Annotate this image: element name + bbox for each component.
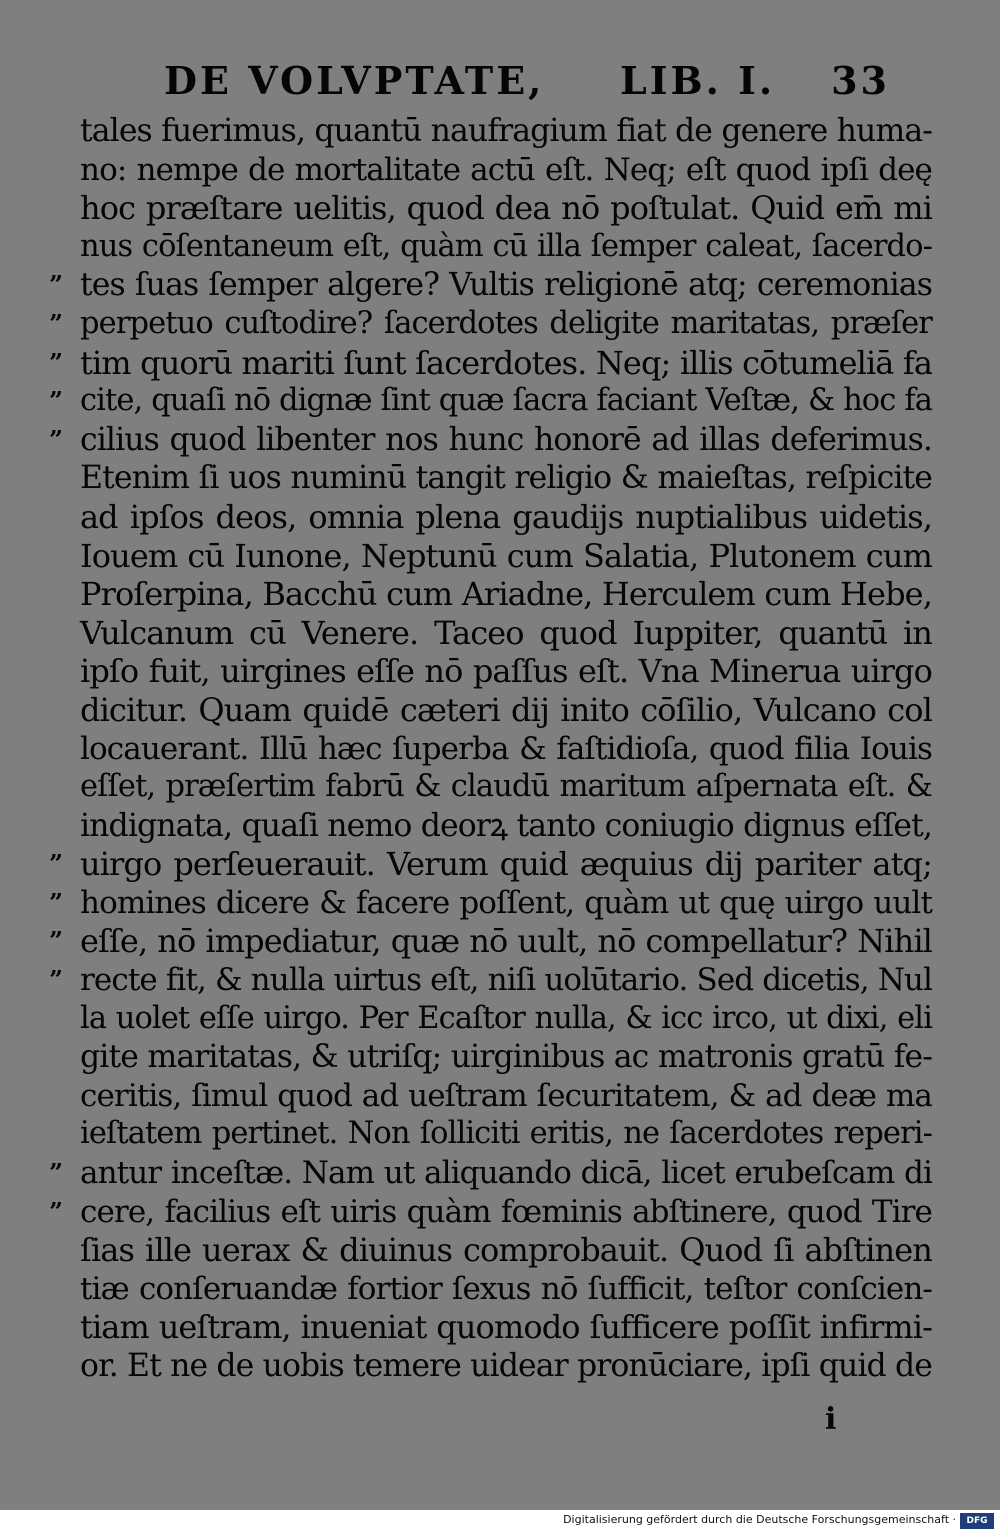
margin-mark: [36, 730, 76, 769]
text-line: tim quorū mariti ſunt ſacerdotes. Neq; illis cōtumeliā fa: [80, 343, 932, 382]
margin-mark: ”: [49, 887, 63, 917]
text-line: la uolet eſſe uirgo. Per Ecaſtor nulla, & icc irco, ut dixi, eli: [80, 1000, 932, 1036]
text-line: ceritis, ſimul quod ad ueſtram ſecuritatem, & ad deæ ma: [80, 1077, 932, 1114]
text-line: dicitur. Quam quidē cæteri dij inito cōſilio, Vulcano col: [80, 690, 932, 729]
text-line: Iouem cū Iunone, Neptunū cum Salatia, Plutonem cum: [80, 536, 932, 575]
text-line: ipſo fuit, uirgines eſſe nō paſſus eſt. Vna Minerua uirgo: [80, 652, 932, 691]
folio-number: 33: [831, 58, 890, 103]
text-line: eſſe, nō impediatur, quæ nō uult, nō compellatur? Nihil: [80, 922, 932, 961]
text-line: antur inceſtæ. Nam ut aliquando dicā, licet erubeſcam di: [80, 1155, 932, 1192]
text-line: ieſtatem pertinet. Non ſolliciti eritis, ne ſacerdotes reperi-: [80, 1116, 932, 1152]
text-line: indignata, quaſi nemo deorꝝ tanto coniugio dignus eſſet,: [80, 807, 932, 844]
funding-credit: Digitalisierung gefördert durch die Deutsche Forschungsgemeinschaft ·: [563, 1513, 956, 1526]
margin-mark: [36, 189, 76, 228]
running-head-title: DE VOLVPTATE,: [164, 58, 545, 103]
margin-mark: [36, 112, 76, 151]
dfg-logo: DFG: [960, 1513, 994, 1529]
text-line: no: nempe de mortalitate actū eſt. Neq; eſt quod ipſi deę: [80, 151, 932, 188]
margin-mark: [36, 1270, 76, 1309]
margin-mark: ”: [49, 424, 63, 454]
text-line: tales fuerimus, quantū naufragium fiat de genere huma-: [80, 113, 932, 149]
text-line: homines dicere & facere poſſent, quàm ut quę uirgo uult: [80, 884, 932, 921]
margin-mark: [36, 691, 76, 730]
text-line: tiam ueſtram, inueniat quomodo ſufficere poſſit infirmi-: [80, 1308, 932, 1347]
text-line: hoc præſtare uelitis, quod dea nō poſtulat. Quid em̄ mi: [80, 189, 932, 228]
running-head: [150, 58, 890, 108]
margin-mark: [36, 614, 76, 653]
margin-mark: ”: [49, 386, 63, 416]
text-line: uirgo perſeuerauit. Verum quid æquius dij pariter atq;: [80, 845, 932, 884]
text-line: perpetuo cuſtodire? ſacerdotes deligite maritatas, præſer: [80, 305, 932, 341]
body-text: [80, 112, 932, 1386]
margin-mark: ”: [49, 1196, 63, 1226]
text-line: cere, facilius eſt uiris quàm fœminis abſtinere, quod Tire: [80, 1193, 932, 1230]
text-line: Etenim ſi uos numinū tangit religio & maieſtas, reſpicite: [80, 460, 932, 497]
text-line: recte fit, & nulla uirtus eſt, niſi uolūtario. Sed dicetis, Nul: [80, 962, 932, 999]
margin-mark: [36, 1308, 76, 1347]
signature-mark: i: [825, 1402, 837, 1437]
margin-quotation-marks: [36, 112, 76, 1386]
margin-mark: ”: [49, 965, 63, 995]
text-line: ſias ille uerax & diuinus comprobauit. Quod ſi abſtinen: [80, 1231, 932, 1270]
margin-mark: [36, 1347, 76, 1386]
margin-mark: ”: [49, 347, 63, 377]
text-line: nus cōſentaneum eſt, quàm cū illa ſemper caleat, ſacerdo-: [80, 228, 932, 264]
footer-bar: [0, 1510, 1000, 1532]
margin-mark: [36, 1000, 76, 1039]
margin-mark: ”: [49, 270, 63, 300]
text-line: ad ipſos deos, omnia plena gaudijs nuptialibus uidetis,: [80, 497, 932, 536]
running-head-book: LIB. I.: [620, 58, 776, 103]
margin-mark: [36, 537, 76, 576]
margin-mark: [36, 459, 76, 498]
text-line: Vulcanum cū Venere. Taceo quod Iuppiter, quantū in: [80, 613, 932, 652]
margin-mark: ”: [49, 849, 63, 879]
margin-mark: [36, 575, 76, 614]
margin-mark: [36, 228, 76, 267]
text-line: cite, quaſi nō dignæ ſint quæ ſacra faciant Veſtæ, & hoc fa: [80, 383, 932, 419]
margin-mark: ”: [49, 308, 63, 338]
margin-mark: ”: [49, 926, 63, 956]
margin-mark: [36, 1231, 76, 1270]
text-line: tes ſuas ſemper algere? Vultis religionē atq; ceremonias: [80, 267, 932, 304]
margin-mark: ”: [49, 1158, 63, 1188]
margin-mark: [36, 1077, 76, 1116]
margin-mark: [36, 768, 76, 807]
text-line: gite maritatas, & utriſq; uirginibus ac matronis gratū fe-: [80, 1039, 932, 1076]
margin-mark: [36, 151, 76, 190]
margin-mark: [36, 1038, 76, 1077]
text-line: tiæ conſeruandæ fortior ſexus nō ſufficit, teſtor conſcien-: [80, 1270, 932, 1307]
margin-mark: [36, 652, 76, 691]
text-line: eſſet, præſertim fabrū & claudū maritum aſpernata eſt. &: [80, 769, 932, 805]
text-line: cilius quod libenter nos hunc honorē ad illas deferimus.: [80, 421, 932, 458]
text-line: Proſerpina, Bacchū cum Ariadne, Herculem cum Hebe,: [80, 575, 932, 614]
margin-mark: [36, 807, 76, 846]
margin-mark: [36, 498, 76, 537]
text-line: or. Et ne de uobis temere uidear pronūciare, ipſi quid de: [80, 1348, 932, 1384]
text-line: locauerant. Illū hæc ſuperba & faſtidioſa, quod filia Iouis: [80, 730, 932, 767]
margin-mark: [36, 1115, 76, 1154]
